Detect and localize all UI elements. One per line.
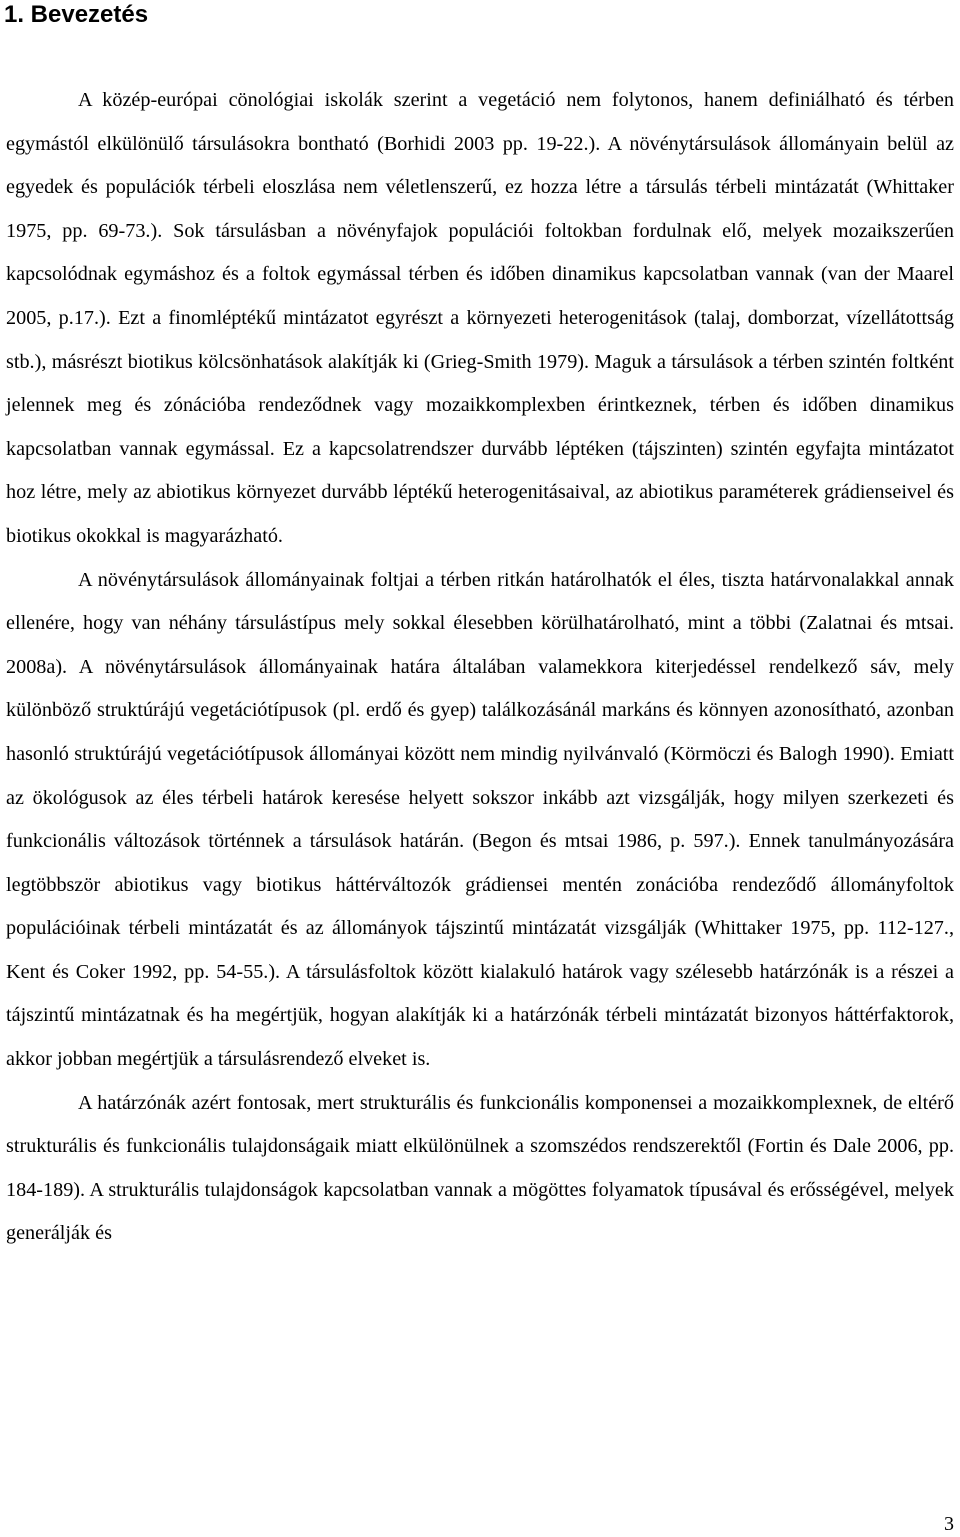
paragraph-2: A növénytársulások állományainak foltjai a térben ritkán határolhatók el éles, tiszta határvonalakkal annak ellenére, hogy van néhány társulástípus mely sokkal élesebben körülhatárolható, mint a többi (Zalatnai és mtsai. 2008a). A növénytársulások állományainak határa általában valamekkora kiterjedéssel rendelkező sáv, mely különböző struktúrájú vegetációtípusok (pl. erdő és gyep) találkozásánál markáns és könnyen azonosítható, azonban hasonló struktúrájú vegetációtípusok állományai között nem mindig nyilvánvaló (Körmöczi és Balogh 1990). Emiatt az ökológusok az éles térbeli határok keresése helyett sokszor inkább azt vizsgálják, hogy milyen szerkezeti és funkcionális változások történnek a társulások határán. (Begon és mtsai 1986, p. 597.). Ennek tanulmányozására legtöbbször abiotikus vagy biotikus háttérváltozók grádiensei mentén zonációba rendeződő állományfoltok populációinak térbeli mintázatát és az állományok tájszintű mintázatát vizsgálják (Whittaker 1975, pp. 112-127., Kent és Coker 1992, pp. 54-55.). A társulásfoltok között kialakuló határok vagy szélesebb határzónák is a részei a tájszintű mintázatnak és ha megértjük, hogyan alakítják ki a határzónák térbeli mintázatát bizonyos háttérfaktorok, akkor jobban megértjük a társulásrendező elveket is. xyxy=(6,568,954,1071)
document-body xyxy=(6,79,954,1256)
paragraph-3: A határzónák azért fontosak, mert strukturális és funkcionális komponensei a mozaikkomplexnek, de eltérő strukturális és funkcionális tulajdonságaik miatt elkülönülnek a szomszédos rendszerektől (Fortin és Dale 2006, pp. 184-189). A strukturális tulajdonságok kapcsolatban vannak a mögöttes folyamatok típusával és erősségével, melyek generálják és xyxy=(6,1091,954,1245)
paragraph-1: A közép-európai cönológiai iskolák szerint a vegetáció nem folytonos, hanem definiálható és térben egymástól elkülönülő társulásokra bontható (Borhidi 2003 pp. 19-22.). A növénytársulások állományain belül az egyedek és populációk térbeli eloszlása nem véletlenszerű, ez hozza létre a társulás térbeli mintázatát (Whittaker 1975, pp. 69-73.). Sok társulásban a növényfajok populációi foltokban fordulnak elő, melyek mozaikszerűen kapcsolódnak egymáshoz és a foltok egymással térben és időben dinamikus kapcsolatban vannak (van der Maarel 2005, p.17.). Ezt a finomléptékű mintázatot egyrészt a környezeti heterogenitások (talaj, domborzat, vízellátottság stb.), másrészt biotikus kölcsönhatások alakítják ki (Grieg-Smith 1979). Maguk a társulások a térben szintén foltként jelennek meg és zónációba rendeződnek vagy mozaikkomplexben érintkeznek, térben és időben dinamikus kapcsolatban vannak egymással. Ez a kapcsolatrendszer durvább léptéken (tájszinten) szintén egyfajta mintázatot hoz létre, mely az abiotikus környezet durvább léptékű heterogenitásaival, az abiotikus paraméterek grádienseivel és biotikus okokkal is magyarázható. xyxy=(6,89,954,547)
page-number: 3 xyxy=(944,1513,954,1535)
section-heading: 1. Bevezetés xyxy=(4,1,149,28)
